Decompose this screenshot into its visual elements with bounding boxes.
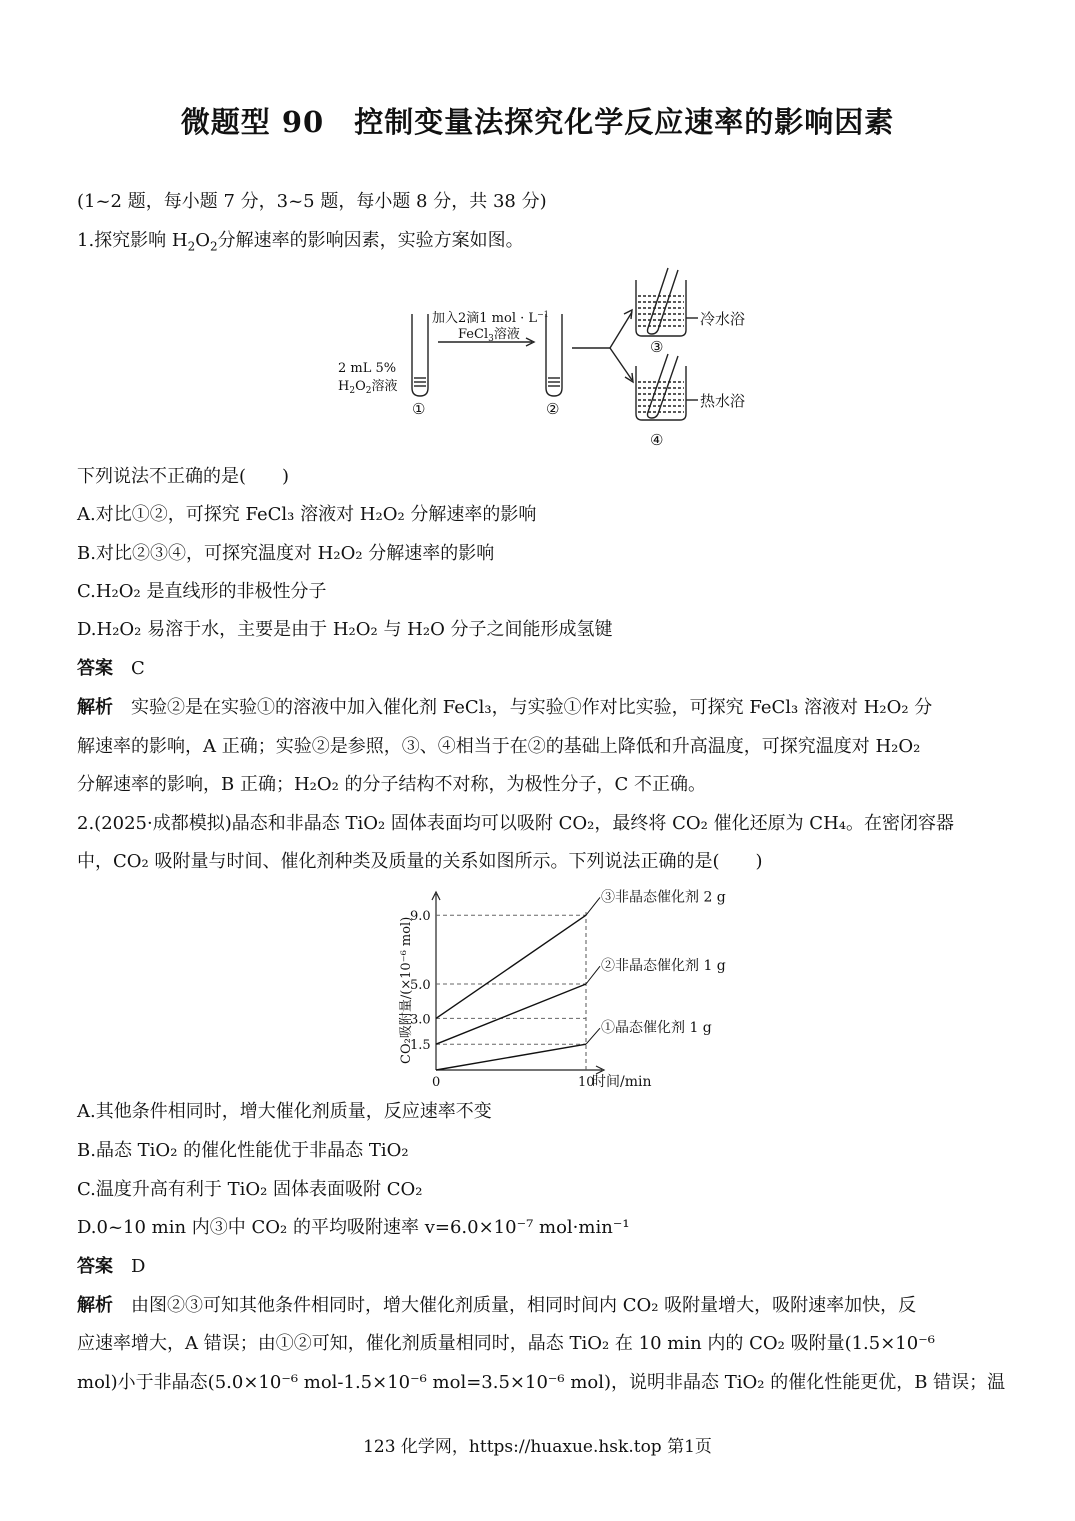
x-tick-label: 10 [578, 1075, 595, 1090]
q1-analysis-text-1: 实验②是在实验①的溶液中加入催化剂 FeCl₃，与实验①作对比实验，可探究 FeCl₃ 溶液对 H₂O₂ 分 [131, 697, 933, 718]
q1-stem-part-b: O [195, 230, 210, 251]
q1-answer-value: C [131, 658, 145, 679]
tube1-number: ① [412, 400, 426, 418]
series-leader [586, 897, 600, 915]
page-title: 微题型 90 控制变量法探究化学反应速率的影响因素 [180, 105, 895, 139]
q2-analysis-text-1: 由图②③可知其他条件相同时，增大催化剂质量，相同时间内 CO₂ 吸附量增大，吸附速率加快，反 [131, 1295, 917, 1316]
q1-stem-part-a: 1.探究影响 H [77, 230, 188, 251]
q1-analysis-line-1 [77, 695, 932, 721]
q2-option-c: C.温度升高有利于 TiO₂ 固体表面吸附 CO₂ [77, 1179, 423, 1200]
y-axis-label: CO₂吸附量/(×10⁻⁶ mol) [399, 916, 414, 1064]
arrow-bottom-label: FeCl$_3$溶液 [458, 327, 520, 344]
q1-ask: 下列说法不正确的是( ) [77, 466, 290, 487]
scoring-note: (1~2 题，每小题 7 分，3~5 题，每小题 8 分，共 38 分) [77, 191, 547, 212]
series-line [436, 984, 586, 1044]
series-label: ①晶态催化剂 1 g [601, 1020, 712, 1037]
series-label: ②非晶态催化剂 1 g [601, 958, 726, 975]
test-tube-2 [546, 314, 562, 396]
q1-option-d: D.H₂O₂ 易溶于水，主要是由于 H₂O₂ 与 H₂O 分子之间能形成氢键 [77, 619, 613, 640]
q1-analysis-label: 解析 [77, 697, 113, 718]
q2-option-b: B.晶态 TiO₂ 的催化性能优于非晶态 TiO₂ [77, 1140, 409, 1161]
q2-stem-line-1: 2.(2025·成都模拟)晶态和非晶态 TiO₂ 固体表面均可以吸附 CO₂，最终将 CO₂ 催化还原为 CH₄。在密闭容器 [77, 813, 954, 834]
hot-bath-label: 热水浴 [700, 392, 746, 410]
series-leader [586, 966, 600, 984]
y-tick-label: 1.5 [410, 1038, 431, 1054]
q2-answer-label: 答案 [77, 1256, 113, 1277]
q2-analysis-line-2: 应速率增大，A 错误；由①②可知，催化剂质量相同时，晶态 TiO₂ 在 10 min 内的 CO₂ 吸附量(1.5×10⁻⁶ [77, 1333, 935, 1354]
co2-adsorption-chart [380, 884, 726, 1094]
q1-answer-label: 答案 [77, 658, 113, 679]
x-axis-label: 时间/min [592, 1074, 652, 1090]
q1-option-c: C.H₂O₂ 是直线形的非极性分子 [77, 581, 327, 602]
arrow-top-label: 加入2滴1 mol · $L^{-1}$ [432, 310, 549, 326]
series-label: ③非晶态催化剂 2 g [601, 889, 726, 906]
q1-answer [77, 656, 145, 682]
q2-answer-value: D [131, 1256, 146, 1277]
q2-stem-line-2: 中，CO₂ 吸附量与时间、催化剂种类及质量的关系如图所示。下列说法正确的是( ) [77, 851, 763, 872]
q2-option-d: D.0~10 min 内③中 CO₂ 的平均吸附速率 v=6.0×10⁻⁷ mol·min⁻¹ [77, 1217, 630, 1238]
q2-option-a: A.其他条件相同时，增大催化剂质量，反应速率不变 [77, 1101, 492, 1122]
series-line [436, 915, 586, 1018]
y-tick-label: 9.0 [410, 909, 431, 925]
q1-analysis-line-3: 分解速率的影响，B 正确；H₂O₂ 的分子结构不对称，为极性分子，C 不正确。 [77, 774, 707, 795]
tube1-label-solution: $H_2O_2$溶液 [338, 379, 398, 396]
arrow-to-cold [610, 312, 632, 348]
y-tick-label: 3.0 [410, 1012, 431, 1028]
q2-answer [77, 1254, 145, 1280]
test-tube-1 [412, 314, 428, 396]
q2-analysis-label: 解析 [77, 1295, 113, 1316]
y-tick-label: 5.0 [410, 978, 431, 993]
q1-analysis-line-2: 解速率的影响，A 正确；实验②是参照，③、④相当于在②的基础上降低和升高温度，可探究温度对 H₂O₂ [77, 736, 921, 757]
beaker3-number: ③ [650, 338, 664, 356]
q1-experiment-figure [330, 262, 750, 452]
q1-stem-part-c: 分解速率的影响因素，实验方案如图。 [217, 230, 524, 251]
q1-option-b: B.对比②③④，可探究温度对 H₂O₂ 分解速率的影响 [77, 543, 495, 564]
q1-stem: 1.探究影响 $H_2O_2$分解速率的影响因素，实验方案如图。 [77, 230, 524, 254]
q1-option-a: A.对比①②，可探究 FeCl₃ 溶液对 H₂O₂ 分解速率的影响 [77, 504, 537, 525]
series-line [436, 1044, 586, 1070]
beaker4-number: ④ [650, 431, 664, 449]
x-tick-label: 0 [432, 1075, 441, 1090]
cold-bath-label: 冷水浴 [700, 310, 746, 328]
series-leader [586, 1028, 600, 1044]
arrow-to-hot [610, 348, 632, 380]
q2-analysis-line-1 [77, 1293, 916, 1319]
page-footer: 123 化学网，https://huaxue.hsk.top 第1页 [363, 1437, 712, 1457]
tube1-label-volume: 2 mL 5% [338, 361, 397, 376]
q2-analysis-line-3: mol)小于非晶态(5.0×10⁻⁶ mol-1.5×10⁻⁶ mol=3.5×10⁻⁶ mol)，说明非晶态 TiO₂ 的催化性能更优，B 错误；温 [77, 1372, 1006, 1393]
tube2-number: ② [546, 400, 560, 418]
